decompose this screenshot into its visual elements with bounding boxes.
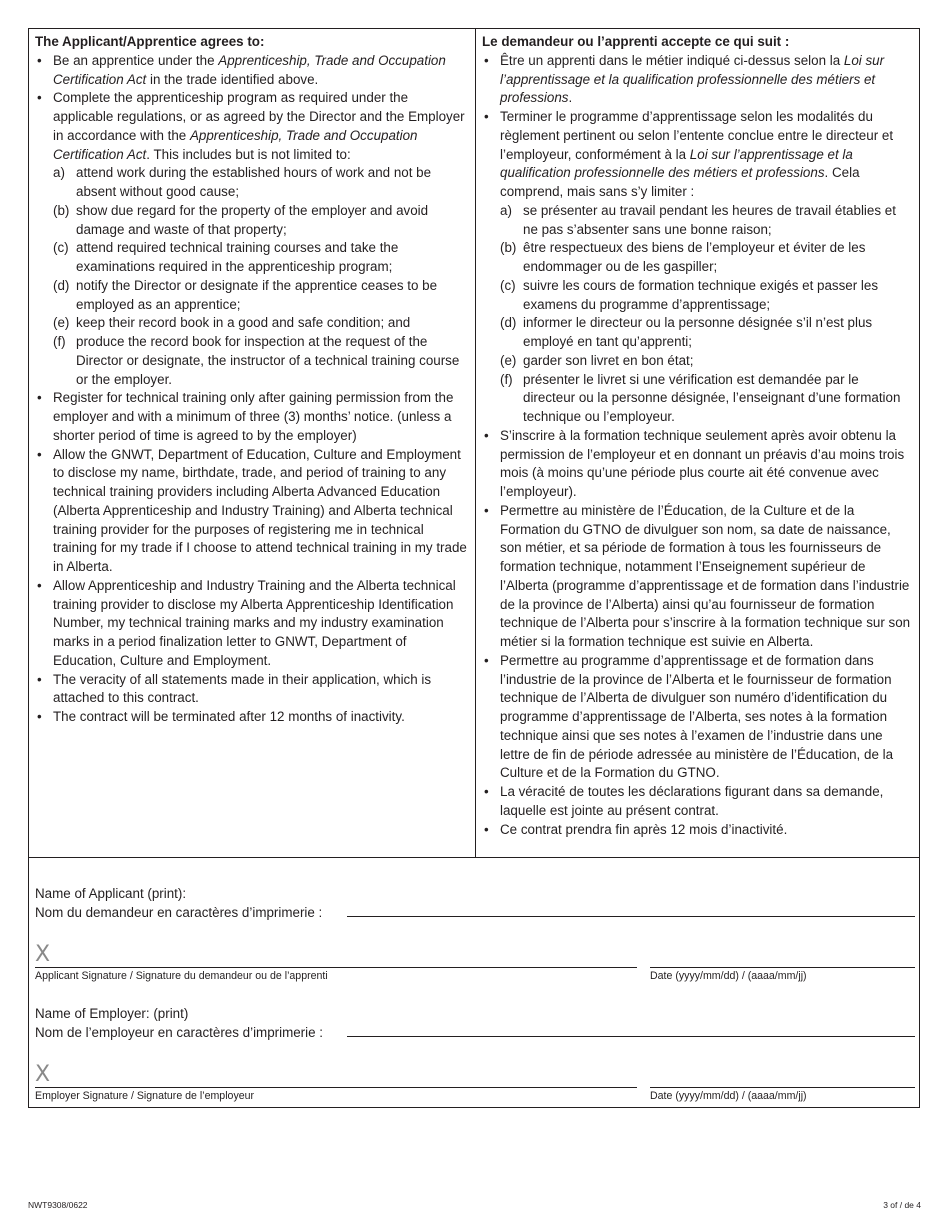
applicant-name-label-en: Name of Applicant (print): [35, 886, 187, 901]
list-item: • Ce contrat prendra fin après 12 mois d’inactivité. [482, 821, 914, 840]
english-terms-column [29, 29, 476, 857]
sub-list-item: (c) suivre les cours de formation technique exigés et passer les examens du programme d’apprentissage; [500, 277, 879, 312]
sub-list-item: (e) garder son livret en bon état; [500, 352, 694, 368]
employer-name-label-en: Name of Employer: (print) [35, 1006, 189, 1021]
applicant-name-label-fr: Nom du demandeur en caractères d’imprimerie : [35, 905, 323, 920]
french-terms-list [482, 52, 914, 840]
french-terms-column [476, 29, 919, 857]
sub-list-item: (f) présenter le livret si une vérification est demandée par le directeur ou la personne désignée, l’enseignant d’une formation technique ou l’employeur. [500, 371, 901, 425]
sub-list-item: (b) être respectueux des biens de l’employeur et éviter de les endommager ou de les gaspiller; [500, 240, 866, 275]
list-item: • Allow Apprenticeship and Industry Training and the Alberta technical training provider to disclose my Alberta Apprenticeship Identification Number, my technical training marks and my industry examination marks in a period finalization letter to GNWT, Department of Education, Culture and Employment. [35, 577, 470, 671]
sub-list-item: (d) informer le directeur ou la personne désignée s’il n’est plus employé en tant qu’apprenti; [500, 315, 873, 350]
applicant-signature-label: Applicant Signature / Signature du demandeur ou de l’apprenti [35, 970, 328, 982]
sub-list-item: (b) show due regard for the property of the employer and avoid damage and waste of that property; [53, 202, 429, 237]
employer-signature-field[interactable] [35, 1087, 637, 1088]
applicant-date-field[interactable] [650, 967, 915, 968]
employer-name-field[interactable] [347, 1036, 915, 1037]
english-terms-list [35, 52, 470, 727]
signature-section [29, 858, 919, 1108]
list-item: • The contract will be terminated after 12 months of inactivity. [35, 708, 470, 727]
sub-list-item: (f) produce the record book for inspection at the request of the Director or designate, the instructor of a technical training course or the employer. [53, 334, 460, 387]
list-item: • Permettre au ministère de l’Éducation, de la Culture et de la Formation du GTNO de divulguer son nom, sa date de naissance, son métier, et sa période de formation à tous les fournisseurs de formation technique, notamment l’Enseignement supérieur de l’Alberta (programme d’apprentissage et de formation dans l’industrie de la province de l’Alberta) ainsi qu’au fournisseur de formation technique de l’Alberta pour s’inscrire à la formation technique sur son métier si la formation technique est suivie en Alberta. [482, 502, 914, 652]
list-item: • La véracité de toutes les déclarations figurant dans sa demande, laquelle est jointe au présent contrat. [482, 783, 914, 821]
sub-list [500, 202, 914, 427]
employer-signature-label: Employer Signature / Signature de l’employeur [35, 1090, 255, 1102]
employer-x-mark: X [35, 1062, 51, 1087]
contract-frame [28, 28, 920, 1108]
list-item: • Allow the GNWT, Department of Education, Culture and Employment to disclose my name, birthdate, trade, and period of training to any technical training providers including Alberta Advanced Education (Alberta Apprenticeship and Industry Training) and Alberta technical training provider for the purposes of registering me in technical training for my trade if I choose to attend technical training in my trade in Alberta. [35, 446, 470, 577]
sub-list-item: (d) notify the Director or designate if the apprentice ceases to be employed as an apprentice; [53, 277, 438, 312]
list-item: • Permettre au programme d’apprentissage et de formation dans l’industrie de la province de l’Alberta et le fournisseur de formation technique de l’Alberta de divulguer son numéro d’identification du programme d’apprentissage de l’Alberta, ses notes à la formation technique ainsi que ses notes à l’examen de l’industrie dans une lettre de fin de période adressée au ministère de l’Éducation, de la Culture et de la Formation du GTNO. [482, 652, 914, 783]
sub-list-item: a) attend work during the established hours of work and not be absent without good cause; [53, 165, 432, 200]
list-item: • S’inscrire à la formation technique seulement après avoir obtenu la permission de l’employeur et en donnant un préavis d’au moins trois mois (à moins qu’une période plus courte ait été convenue avec l’employeur). [482, 427, 914, 502]
list-item: • Complete the apprenticeship program as required under the applicable regulations, or as agreed by the Director and the Employer in accordance with the Apprenticeship, Trade and Occupation Certification Act. This includes but is not limited to: a) attend work during the established hours of work and not be absent without good cause; (b) show due regard for the property of the employer and avoid damage and waste of that property; (c) attend required technical training courses and take the examinations required in the apprenticeship program; (d) notify the Director or designate if the apprentice ceases to be employed as an apprentice; (e) keep their record book in a good and safe condition; and (f) produce the record book for inspection at the request of the Director or designate, the instructor of a technical training course or the employer. [35, 89, 470, 389]
list-item: • Terminer le programme d’apprentissage selon les modalités du règlement pertinent ou selon l’entente conclue entre le directeur et l’employeur, conformément à la Loi sur l’apprentissage et la qualification professionnelle des métiers et professions. Cela comprend, mais sans s’y limiter : a) se présenter au travail pendant les heures de travail établies et ne pas s’absenter sans une bonne raison; (b) être respectueux des biens de l’employeur et éviter de les endommager ou de les gaspiller; (c) suivre les cours de formation technique exigés et passer les examens du programme d’apprentissage; (d) informer le directeur ou la personne désignée s’il n’est plus employé en tant qu’apprenti; (e) garder son livret en bon état; (f) présenter le livret si une vérification est demandée par le directeur ou la personne désignée, l’enseignant d’une formation technique ou l’employeur. [482, 108, 914, 427]
sub-list-item: a) se présenter au travail pendant les heures de travail établies et ne pas s’absenter sans une bonne raison; [500, 202, 896, 237]
list-item: • Register for technical training only after gaining permission from the employer and with a minimum of three (3) months’ notice. (unless a shorter period of time is agreed to by the employer) [35, 389, 470, 445]
employer-date-field[interactable] [650, 1087, 915, 1088]
english-terms-heading: The Applicant/Apprentice agrees to: [35, 34, 265, 49]
terms-section [29, 29, 919, 858]
employer-name-label-fr: Nom de l’employeur en caractères d’imprimerie : [35, 1025, 324, 1040]
employer-date-label: Date (yyyy/mm/dd) / (aaaa/mm/jj) [650, 1090, 807, 1102]
applicant-date-label: Date (yyyy/mm/dd) / (aaaa/mm/jj) [650, 970, 807, 982]
applicant-x-mark: X [35, 942, 51, 967]
applicant-name-field[interactable] [347, 916, 915, 917]
page-number: 3 of / de 4 [883, 1200, 921, 1210]
list-item: • Be an apprentice under the Apprenticeship, Trade and Occupation Certification Act in the trade identified above. [35, 52, 470, 90]
sub-list [53, 164, 470, 389]
french-terms-heading: Le demandeur ou l’apprenti accepte ce qui suit : [482, 34, 790, 49]
list-item: • Être un apprenti dans le métier indiqué ci-dessus selon la Loi sur l’apprentissage et la qualification professionnelle des métiers et professions. [482, 52, 914, 108]
applicant-signature-field[interactable] [35, 967, 637, 968]
list-item: • The veracity of all statements made in their application, which is attached to this contract. [35, 671, 470, 709]
sub-list-item: (c) attend required technical training courses and take the examinations required in the apprenticeship program; [53, 240, 399, 275]
sub-list-item: (e) keep their record book in a good and safe condition; and [53, 315, 411, 331]
form-id: NWT9308/0622 [28, 1200, 88, 1210]
